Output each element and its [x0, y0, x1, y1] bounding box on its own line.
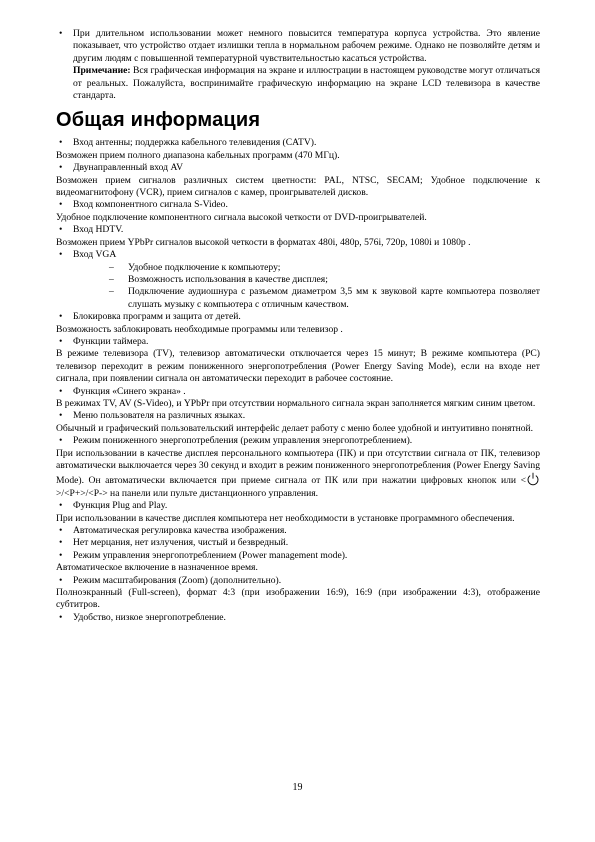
- feature-pnp-title: • Функция Plug and Play.: [56, 500, 540, 512]
- feature-timer-desc: В режиме телевизора (TV), телевизор автоматически отключается через 15 минут; В режиме компьютера (PC) телевизор переходит в режим пониженного энергопотребления (Power Energy Saving Mode), если на входе нет сигнала, при появлении сигнала он автоматически переходит в рабочее состояние.: [56, 348, 540, 385]
- vga-item: – Подключение аудиошнура с разъемом диаметром 3,5 мм к звуковой карте компьютера позволяет слушать музыку с компьютера с отличным качеством.: [56, 286, 540, 311]
- feature-eco-title: • Удобство, низкое энергопотребление.: [56, 612, 540, 624]
- feature-antenna-title: • Вход антенны; поддержка кабельного телевидения (CATV).: [56, 137, 540, 149]
- page-number: 19: [292, 782, 303, 793]
- feature-av-desc: Возможен прием сигналов различных систем цветности: PAL, NTSC, SECAM; Удобное подключение к видеомагнитофону (VCR), прием сигналов с камер, проигрывателей дисков.: [56, 174, 540, 199]
- power-desc-part2: >/<P+>/<P-> на панели или пульте дистанционного управления.: [56, 487, 319, 499]
- feature-flicker-title: • Нет мерцания, нет излучения, чистый и безвредный.: [56, 537, 540, 549]
- feature-lock-desc: Возможность заблокировать необходимые программы или телевизор .: [56, 323, 343, 335]
- intro-bullet-heat: • При длительном использовании может немного повысится температура корпуса устройства. Это явление показывает, что устройство отдает излишки тепла в нормальном рабочем режиме. Однако не позволяйте детям и другим людям с повышенной температурной чувствительностью касаться устройства.: [56, 28, 540, 65]
- feature-component-desc: Удобное подключение компонентного сигнала высокой четкости от DVD-проигрывателей.: [56, 211, 427, 223]
- feature-hdtv-desc: Возможен прием YPbPr сигналов высокой четкости в форматах 480i, 480p, 576i, 720p, 1080i и 1080p .: [56, 236, 471, 248]
- vga-item: – Возможность использования в качестве дисплея;: [56, 274, 540, 286]
- power-button-icon: [526, 472, 540, 486]
- feature-bluescreen-desc: В режимах TV, AV (S-Video), и YPbPr при отсутствии нормального сигнала экран заполняется мягким синим цветом.: [56, 397, 536, 409]
- feature-vga-title: • Вход VGA: [56, 249, 540, 261]
- feature-pm-title: • Режим управления энергопотреблением (Power management mode).: [56, 550, 540, 562]
- document-page: [56, 28, 540, 624]
- feature-component-title: • Вход компонентного сигнала S-Video.: [56, 199, 540, 211]
- intro-note: [56, 65, 540, 102]
- feature-zoom-title: • Режим масштабирования (Zoom) (дополнительно).: [56, 575, 540, 587]
- feature-menu-desc: Обычный и графический пользовательский интерфейс делает работу с меню более удобной и интуитивно понятной.: [56, 422, 534, 434]
- feature-auto-title: • Автоматическая регулировка качества изображения.: [56, 525, 540, 537]
- feature-timer-title: • Функции таймера.: [56, 336, 540, 348]
- feature-power-desc: [56, 448, 540, 501]
- feature-pm-desc: Автоматическое включение в назначенное время.: [56, 562, 258, 574]
- note-label: Примечание:: [73, 65, 131, 77]
- feature-lock-title: • Блокировка программ и защита от детей.: [56, 311, 540, 323]
- feature-antenna-desc: Возможен прием полного диапазона кабельных программ (470 МГц).: [56, 149, 340, 161]
- feature-av-title: • Двунаправленный вход AV: [56, 162, 540, 174]
- feature-menu-title: • Меню пользователя на различных языках.: [56, 410, 540, 422]
- feature-hdtv-title: • Вход HDTV.: [56, 224, 540, 236]
- power-desc-part1: При использовании в качестве дисплея персонального компьютера (ПК) и при отсутствии сигнала от ПК, телевизор автоматически выключается через 30 секунд и входит в режим пониженного энергопотребления (Power Energy Saving Mode). Он автоматически включается при приеме сигнала от ПК или при нажатии цифровых кнопок или <: [56, 447, 540, 487]
- feature-pnp-desc: При использовании в качестве дисплея компьютера нет необходимости в установке программного обеспечения.: [56, 512, 515, 524]
- feature-zoom-desc: Полноэкранный (Full-screen), формат 4:3 (при изображении 16:9), 16:9 (при изображении 4:3), отображение субтитров.: [56, 587, 540, 611]
- vga-item: – Удобное подключение к компьютеру;: [56, 262, 540, 274]
- feature-power-title: • Режим пониженного энергопотребления (режим управления энергопотреблением).: [56, 435, 540, 447]
- note-text: Вся графическая информация на экране и иллюстрации в настоящем руководстве могут отличаться от реальных. Пожалуйста, воспринимайте графическую информацию на экране LCD телевизора в качестве стандарта.: [73, 65, 540, 102]
- feature-bluescreen-title: • Функция «Синего экрана» .: [56, 386, 540, 398]
- section-heading: Общая информация: [56, 109, 261, 132]
